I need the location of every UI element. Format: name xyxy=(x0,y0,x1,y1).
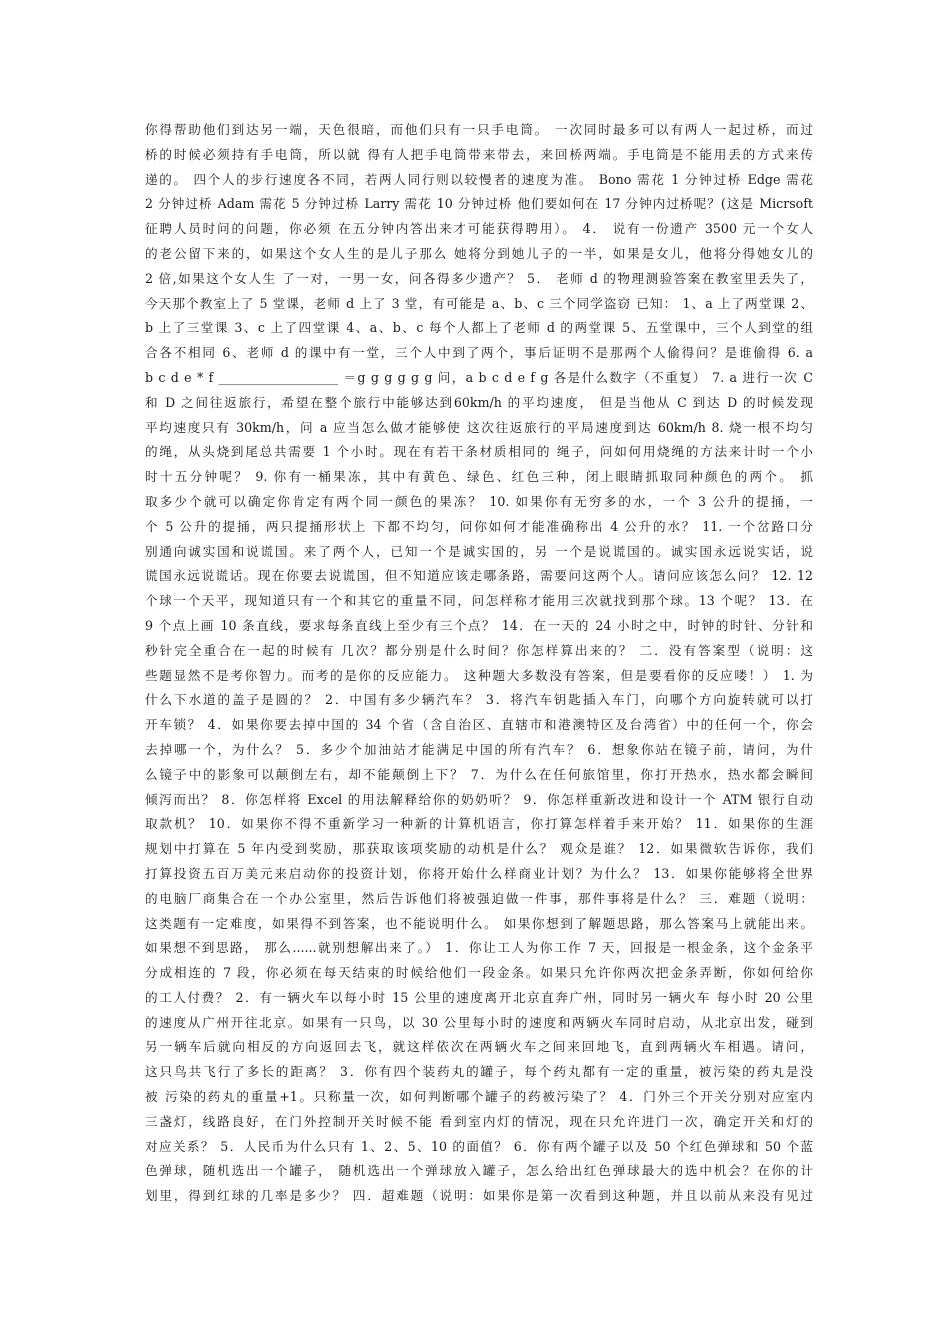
text-line: 三盏灯，线路良好，在门外控制开关时候不能 看到室内灯的情况，现在只允许进门一次，确定开关和灯的 xyxy=(145,1113,813,1129)
text-line: 这只鸟共飞行了多长的距离？ 3．你有四个装药丸的罐子，每个药丸都有一定的重量，被污染的药丸是没 xyxy=(145,1064,813,1080)
text-line: 些题显然不是考你智力。而考的是你的反应能力。 这种题大多数没有答案，但是要看你的反应喽！） 1. 为 xyxy=(145,667,813,683)
text-line: 时十五分钟呢？ 9. 你有一桶果冻，其中有黄色、绿色、红色三种，闭上眼睛抓取同种颜色的两个。 抓 xyxy=(145,469,813,485)
text-line: 分成相连的 7 段，你必须在每天结束的时候给他们一段金条。如果只允许你两次把金条弄断，你如何给你 xyxy=(145,965,813,981)
text-line: b 上了三堂课 3、c 上了四堂课 4、a、b、c 每个人都上了老师 d 的两堂课 5、五堂课中，三个人到堂的组 xyxy=(145,320,813,336)
text-line: 划里，得到红球的几率是多少？ 四．超难题（说明：如果你是第一次看到这种题，并且以前从来没有见过 xyxy=(145,1188,813,1204)
text-line: 的绳，从头烧到尾总共需要 1 个小时。现在有若干条材质相同的 绳子，问如何用烧绳的方法来计时一个小 xyxy=(145,444,813,460)
text-line: 你得帮助他们到达另一端，天色很暗，而他们只有一只手电筒。 一次同时最多可以有两人一起过桥，而过 xyxy=(145,122,813,137)
text-line: 规划中打算在 5 年内受到奖励，那获取该项奖励的动机是什么？ 观众是谁？ 12．如果微软告诉你，我们 xyxy=(145,841,813,857)
text-line: 谎国永远说谎话。现在你要去说谎国，但不知道应该走哪条路，需要问这两个人。请问应该怎么问？ 12. 12 xyxy=(145,568,813,584)
text-line: 取款机？ 10．如果你不得不重新学习一种新的计算机语言，你打算怎样着手来开始？ 11．如果你的生涯 xyxy=(145,816,813,832)
text-line: 9 个点上画 10 条直线，要求每条直线上至少有三个点？ 14．在一天的 24 小时之中，时钟的时针、分针和 xyxy=(145,617,813,633)
text-line: 色弹球，随机选出一个罐子， 随机选出一个弹球放入罐子，怎么给出红色弹球最大的选中机会？在你的计 xyxy=(145,1163,813,1179)
text-line: 的速度从广州开往北京。如果有一只鸟，以 30 公里每小时的速度和两辆火车同时启动，从北京出发，碰到 xyxy=(145,1014,813,1030)
text-line: 倾泻而出？ 8．你怎样将 Excel 的用法解释给你的奶奶听？ 9．你怎样重新改进和设计一个 ATM 银行自动 xyxy=(145,791,813,807)
text-line: 个 5 公升的提捅，两只提捅形状上 下都不均匀，问你如何才能准确称出 4 公升的水？ 11. 一个岔路口分 xyxy=(145,518,813,534)
text-line: 秒针完全重合在一起的时候有 几次？都分别是什么时间？你怎样算出来的？ 二．没有答案型（说明：这 xyxy=(145,642,813,658)
text-line: 另一辆车后就向相反的方向返回去飞，就这样依次在两辆火车之间来回地飞，直到两辆火车相遇。请问， xyxy=(145,1039,813,1055)
text-line: 取多少个就可以确定你肯定有两个同一颜色的果冻？ 10. 如果你有无穷多的水，一个 3 公升的提捅，一 xyxy=(145,493,813,509)
text-line: 和 D 之间往返旅行，希望在整个旅行中能够达到60km/h 的平均速度， 但是当他从 C 到达 D 的时候发现 xyxy=(145,394,813,410)
text-line: 递的。 四个人的步行速度各不同，若两人同行则以较慢者的速度为准。 Bono 需花 1 分钟过桥 Edge 需花 xyxy=(145,171,813,187)
text-line: 开车锁？ 4．如果你要去掉中国的 34 个省（含自治区、直辖市和港澳特区及台湾省）中的任何一个，你会 xyxy=(145,717,813,733)
text-line: 别通向诚实国和说谎国。来了两个人，已知一个是诚实国的，另 一个是说谎国的。诚实国永远说实话，说 xyxy=(145,543,813,559)
text-line: 征聘人员时问的问题，你必须 在五分钟内答出来才可能获得聘用）。 4． 说有一份遗产 3500 元一个女人 xyxy=(145,221,813,237)
text-line: 合各不相同 6、老师 d 的课中有一堂，三个人中到了两个，事后证明不是那两个人偷得问？是谁偷得 6. a xyxy=(145,345,813,361)
text-line: 的老公留下来的，如果这个女人生的是儿子那么 她将分到她儿子的一半，如果是女儿，他将分得她女儿的 xyxy=(145,245,813,261)
text-line: 的电脑厂商集合在一个办公室里，然后告诉他们将被强迫做一件事，那件事将是什么？ 三．难题（说明： xyxy=(145,890,813,906)
text-line: 什么下水道的盖子是圆的？ 2．中国有多少辆汽车？ 3．将汽车钥匙插入车门，向哪个方向旋转就可以打 xyxy=(145,692,813,708)
text-line: 被 污染的药丸的重量+1。只称量一次，如何判断哪个罐子的药被污染了？ 4．门外三个开关分别对应室内 xyxy=(145,1089,813,1105)
text-line: 平均速度只有 30km/h，问 a 应当怎么做才能够使 这次往返旅行的平局速度到达 60km/h 8. 烧一根不均匀 xyxy=(145,419,813,435)
text-line: 个球一个天平，现知道只有一个和其它的重量不同，问怎样称才能用三次就找到那个球。13 个呢？ 13．在 xyxy=(145,593,813,609)
text-line: 打算投资五百万美元来启动你的投资计划，你将开始什么样商业计划？为什么？ 13．如果你能够将全世界 xyxy=(145,865,813,881)
text-line: 2 倍,如果这个女人生 了一对，一男一女，问各得多少遗产？ 5． 老师 d 的物理测验答案在教室里丢失了， xyxy=(145,270,813,286)
text-line: 去掉哪一个，为什么？ 5．多少个加油站才能满足中国的所有汽车？ 6．想象你站在镜子前，请问，为什 xyxy=(145,741,813,757)
text-line: 桥的时候必须持有手电筒，所以就 得有人把手电筒带来带去，来回桥两端。手电筒是不能用丢的方式来传 xyxy=(145,146,813,162)
text-line: 么镜子中的影象可以颠倒左右，却不能颠倒上下？ 7．为什么在任何旅馆里，你打开热水，热水都会瞬间 xyxy=(145,766,813,782)
text-line: 这类题有一定难度，如果得不到答案，也不能说明什么。 如果你想到了解题思路，那么答案马上就能出来。 xyxy=(145,915,813,931)
text-line: 的工人付费？ 2．有一辆火车以每小时 15 公里的速度离开北京直奔广州，同时另一辆火车 每小时 20 公里 xyxy=(145,989,813,1005)
text-line: 今天那个教室上了 5 堂课，老师 d 上了 3 堂，有可能是 a、b、c 三个同学盗窃 已知： 1、a 上了两堂课 2、 xyxy=(145,295,813,311)
text-line: 如果想不到思路， 那么......就别想解出来了。） 1．你让工人为你工作 7 天，回报是一根金条，这个金条平 xyxy=(145,940,813,956)
body-text xyxy=(145,118,813,1209)
text-line: b c d e * f ___________________ ＝g g g g g g 问，a b c d e f g 各是什么数字（不重复） 7. a 进行一次 C xyxy=(145,369,813,385)
text-line: 2 分钟过桥 Adam 需花 5 分钟过桥 Larry 需花 10 分钟过桥 他们要如何在 17 分钟内过桥呢？(这是 Micrsoft xyxy=(145,196,813,212)
text-line: 对应关系？ 5．人民币为什么只有 1、2、5、10 的面值？ 6．你有两个罐子以及 50 个红色弹球和 50 个蓝 xyxy=(145,1138,813,1154)
